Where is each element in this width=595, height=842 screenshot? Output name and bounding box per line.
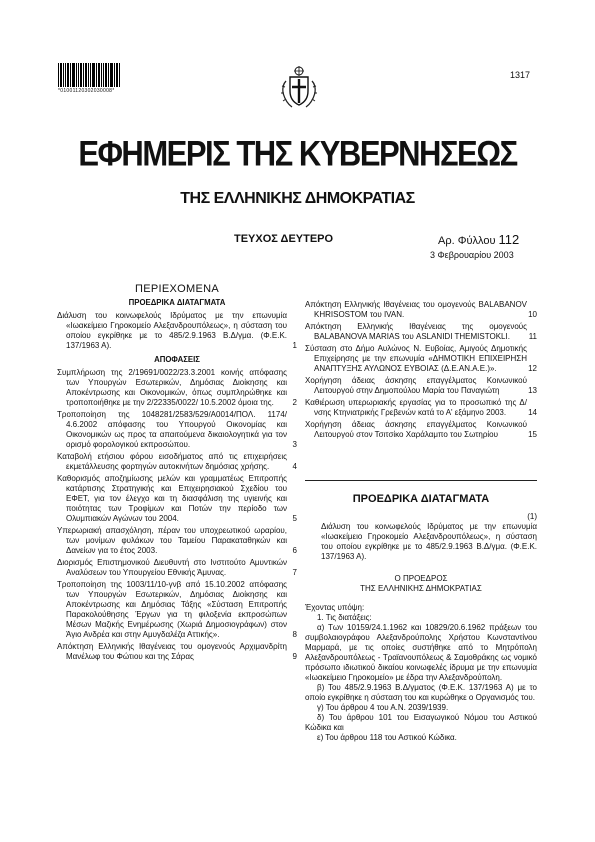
body-paragraph: ε) Του άρθρου 118 του Αστικού Κώδικα. <box>317 733 457 742</box>
decree-number: (1) <box>527 512 537 521</box>
body-paragraph: δ) Του άρθρου 101 του Εισαγωγικού Νόμου του Αστικού Κώδικα και <box>305 713 537 732</box>
page-number: 1317 <box>510 70 531 80</box>
body-paragraph: γ) Του άρθρου 4 του Α.Ν. 2039/1939. <box>317 703 449 712</box>
body-paragraph: β) Του 485/2.9.1963 Β.Δ/γματος (Φ.Ε.Κ. 137/1963 Α) με το οποίο εγκρίθηκε η σύσταση του και κυρώθηκε ο Οργανισμός του. <box>305 683 537 702</box>
toc-item[interactable]: Απόκτηση Ελληνικής Ιθαγένειας της ομογενούς BALABANOVA MARIAS του ASLANIDI THEMISTOKLI. 11 <box>305 322 537 341</box>
toc-right-column <box>305 300 537 442</box>
decree-title: Διάλυση του κοινωφελούς Ιδρύματος με την επωνυμία «Ιωακείμειο Γηροκομείο Αλεξανδρουπόλεως», η σύσταση του οποίου εγκρίθηκε με το 485/2.9.1963 Β.Δ/γμα. (Φ.Ε.Κ. 137/1963 Α). <box>321 522 537 561</box>
president-line: ΤΗΣ ΕΛΛΗΝΙΚΗΣ ΔΗΜΟΚΡΑΤΙΑΣ <box>360 584 482 593</box>
toc-item[interactable]: Απόκτηση Ελληνικής Ιθαγένειας του ομογενούς Αρχιμανδρίτη Μανέλωφ του Φώτιου και της Σάρας 9 <box>57 642 297 661</box>
toc-item[interactable]: Συμπλήρωση της 2/19691/0022/23.3.2001 κοινής απόφασης των Υπουργών Εσωτερικών, Δημόσιας Διοίκησης και Αποκέντρωσης και Οικονομικών, όπως συμπληρώθηκε και τροποποιήθηκε με την 2/22335/0022/ 10.5.2002 όμοια της. 2 <box>57 368 297 407</box>
coat-of-arms-icon <box>280 63 318 111</box>
sheet-number-value: 112 <box>498 232 520 247</box>
decree-body <box>305 603 537 743</box>
gazette-title: ΕΦΗΜΕΡΙΣ ΤΗΣ ΚΥΒΕΡΝΗΣΕΩΣ <box>78 133 517 174</box>
toc-item[interactable]: Καθορισμός αποζημίωσης μελών και γραμματέως Επιτροπής κατάρτισης Στρατηγικής και Επιχειρησιακού Σχεδίου του ΕΦΕΤ, για τον έλεγχο και τη διασφάλιση της υγιεινής και ποιότητας των Τροφίμων και Ποτών την περίοδο των Ολυμπιακών Αγώνων του 2004. 5 <box>57 474 297 523</box>
toc-item[interactable]: Τροποποίηση της 1048281/2583/529/Α0014/ΠΟΛ. 1174/ 4.6.2002 απόφασης του Υπουργού Οικονομίας και Οικονομικών ως προς τα απαιτούμενα δικαιολογητικά για τον ορισμό φορολογικού εκπροσώπου. 3 <box>57 410 297 449</box>
barcode <box>58 63 121 87</box>
toc-item[interactable]: Σύσταση στο Δήμο Αυλώνος Ν. Ευβοίας, Αμιγούς Δημοτικής Επιχείρησης με την επωνυμία «ΔΗΜΟΤΙΚΗ ΕΠΙΧΕΙΡΗΣΗ ΑΝΑΠΤΥΞΗΣ ΑΥΛΩΝΟΣ ΕΥΒΟΙΑΣ (Δ.Ε.ΑΝ.Α.Ε.)». 12 <box>305 344 537 373</box>
toc-section-title: ΑΠΟΦΑΣΕΙΣ <box>154 355 200 364</box>
toc-item[interactable]: Χορήγηση άδειας άσκησης επαγγέλματος Κοινωνικού Λειτουργού στην Δημοπούλου Μαρία του Παναγιώτη 13 <box>305 376 537 395</box>
toc-left-column <box>57 284 297 664</box>
barcode-number: *01001120302030008* <box>58 88 115 94</box>
section-divider <box>305 480 537 481</box>
toc-item[interactable]: Απόκτηση Ελληνικής Ιθαγένειας του ομογενούς BALABANOV KHRISOSTOM του IVAN. 10 <box>305 300 537 319</box>
decree-item <box>305 512 537 562</box>
sheet-number <box>438 232 519 247</box>
section-heading: ΠΡΟΕΔΡΙΚΑ ΔΙΑΤΑΓΜΑΤΑ <box>352 493 490 505</box>
issue-label: ΤΕΥΧΟΣ ΔΕΥΤΕΡΟ <box>234 233 334 245</box>
body-paragraph: 1. Τις διατάξεις: <box>317 613 372 622</box>
toc-heading: ΠΕΡΙΕΧΟΜΕΝΑ <box>135 283 219 295</box>
body-paragraph: α) Των 10159/24.1.1962 και 10829/20.6.1962 πράξεων του συμβολαιογράφου Αλεξανδρούπολης Χρήστου Κωνσταντίνου Μαρμαρά, με τις οποίες συστήθηκε από το Μητρόπολη Αλεξανδρουπόλεως - Τραϊανουπόλεως & Σαμοθράκης ως νομικό πρόσωπο ιδιωτικού δικαίου κοινωφελές ίδρυμα με την επωνυμία «Ιωακείμειο Γηροκομείο» με έδρα την Αλεξανδρούπολη. <box>305 623 537 682</box>
gazette-subtitle: ΤΗΣ ΕΛΛΗΝΙΚΗΣ ΔΗΜΟΚΡΑΤΙΑΣ <box>180 190 415 207</box>
president-heading <box>305 574 537 594</box>
toc-section-title: ΠΡΟΕΔΡΙΚΑ ΔΙΑΤΑΓΜΑΤΑ <box>128 298 226 307</box>
president-line: Ο ΠΡΟΕΔΡΟΣ <box>394 574 448 583</box>
issue-date: 3 Φεβρουαρίου 2003 <box>430 250 514 260</box>
toc-item[interactable]: Καθιέρωση υπερωριακής εργασίας για το προσωπικό της Δ/νσης Κτηνιατρικής Γρεβενών κατά το Α' εξάμηνο 2003. 14 <box>305 398 537 417</box>
body-paragraph: Έχοντας υπόψη: <box>305 603 365 612</box>
toc-item[interactable]: Υπερωριακή απασχόληση, πέραν του υποχρεωτικού ωραρίου, των μονίμων φυλάκων του Ταμείου Παρακαταθηκών και Δανείων για το έτος 2003. 6 <box>57 526 297 555</box>
toc-item[interactable]: Καταβολή ετήσιου φόρου εισοδήματος από τις επιχειρήσεις εκμετάλλευσης φορτηγών αυτοκινήτων δημόσιας χρήσης. 4 <box>57 452 297 471</box>
sheet-label: Αρ. Φύλλου <box>438 235 496 247</box>
toc-item[interactable]: Διορισμός Επιστημονικού Διευθυντή στο Ινστιτούτο Αμυντικών Αναλύσεων του Υπουργείου Εθνικής Άμυνας. 7 <box>57 558 297 577</box>
toc-item[interactable]: Χορήγηση άδειας άσκησης επαγγέλματος Κοινωνικού Λειτουργού στον Τσιτσίκο Χαράλαμπο του Σωτηρίου 15 <box>305 420 537 439</box>
toc-item[interactable]: Τροποποίηση της 1003/11/10-γνβ από 15.10.2002 απόφασης των Υπουργών Εσωτερικών, Δημόσιας Διοίκησης και Αποκέντρωσης και Δημόσιας Τάξης «Σύσταση Επιτροπής Παρακολούθησης Έργων για τη φιλοξενία εκπροσώπων Μέσων Μαζικής Ενημέρωσης (Χωριά Δημοσιογράφων) στον Άγιο Ανδρέα και στην Αμυγδαλέζα Αττικής». 8 <box>57 580 297 639</box>
toc-item[interactable]: Διάλυση του κοινωφελούς Ιδρύματος με την επωνυμία «Ιωακείμειο Γηροκομείο Αλεξανδρουπόλεως», η σύσταση του οποίου εγκρίθηκε με το 485/2.9.1963 Β.Δ/γμα. (Φ.Ε.Κ. 137/1963 Α). 1 <box>57 311 297 350</box>
